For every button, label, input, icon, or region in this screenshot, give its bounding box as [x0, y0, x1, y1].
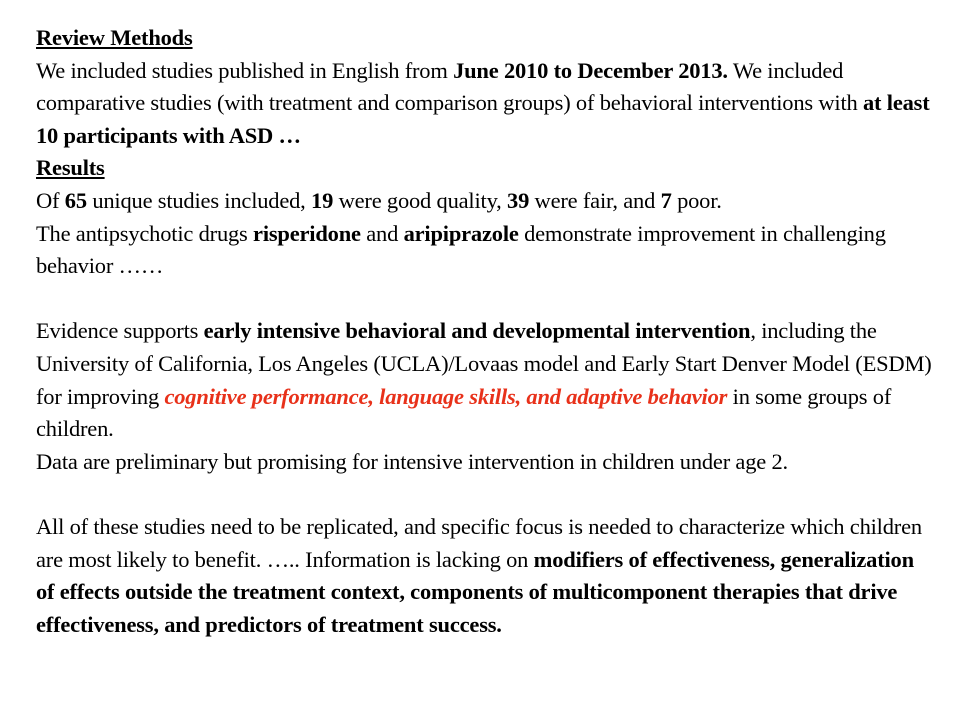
- total-studies: 65: [64, 187, 87, 213]
- study-counts-a: Of: [36, 187, 65, 213]
- antipsychotic-a: The antipsychotic drugs: [36, 220, 254, 246]
- antipsychotic-c: and: [360, 220, 404, 246]
- outcome-highlight: cognitive performance, language skills, and adaptive behavior: [164, 383, 728, 409]
- good-quality-count: 19: [311, 187, 334, 213]
- paragraph-spacer: [36, 283, 936, 316]
- evidence-c: , including the University of California, Los Angeles (UCLA)/Lovaas model and Early Start Denver Model (ESDM) for improving: [36, 318, 932, 409]
- review-methods-text: [36, 55, 936, 153]
- evidence-a: Evidence supports: [36, 318, 204, 344]
- evidence-e: in some groups of children.: [36, 383, 892, 442]
- drug-risperidone: risperidone: [253, 220, 361, 246]
- replication-text: [36, 511, 936, 641]
- drug-aripiprazole: aripiprazole: [403, 220, 519, 246]
- date-range: June 2010 to December 2013.: [453, 57, 728, 83]
- study-counts-c: unique studies included,: [86, 187, 312, 213]
- slide-content: [36, 22, 936, 641]
- research-gaps: modifiers of effectiveness, generalization of effects outside the treatment context, components of multicomponent therapies that drive effectiveness, and predictors of treatment success.: [36, 546, 914, 637]
- participant-criterion: at least 10 participants with ASD …: [36, 90, 930, 148]
- evidence-text: [36, 315, 936, 445]
- intervention-type: early intensive behavioral and developmental intervention: [203, 318, 751, 344]
- study-counts-text: [36, 185, 936, 218]
- results-heading: Results: [36, 155, 105, 181]
- study-counts-e: were good quality,: [333, 187, 508, 213]
- review-methods-heading: Review Methods: [36, 25, 193, 50]
- antipsychotic-text: [36, 218, 936, 283]
- fair-count: 39: [507, 187, 530, 213]
- preliminary-data-text: Data are preliminary but promising for intensive intervention in children under age 2.: [36, 448, 788, 474]
- paragraph-spacer: [36, 478, 936, 511]
- study-counts-g: were fair, and: [529, 187, 661, 213]
- study-counts-i: poor.: [671, 187, 722, 213]
- review-methods-text-c: We included comparative studies (with treatment and comparison groups) of behavioral interventions with: [36, 57, 863, 116]
- poor-count: 7: [660, 187, 672, 213]
- replication-a: All of these studies need to be replicated, and specific focus is needed to characterize which children are most likely to benefit. ….. Information is lacking on: [36, 513, 922, 572]
- antipsychotic-e: demonstrate improvement in challenging behavior ……: [36, 220, 886, 279]
- review-methods-text-a: We included studies published in English from: [36, 57, 454, 83]
